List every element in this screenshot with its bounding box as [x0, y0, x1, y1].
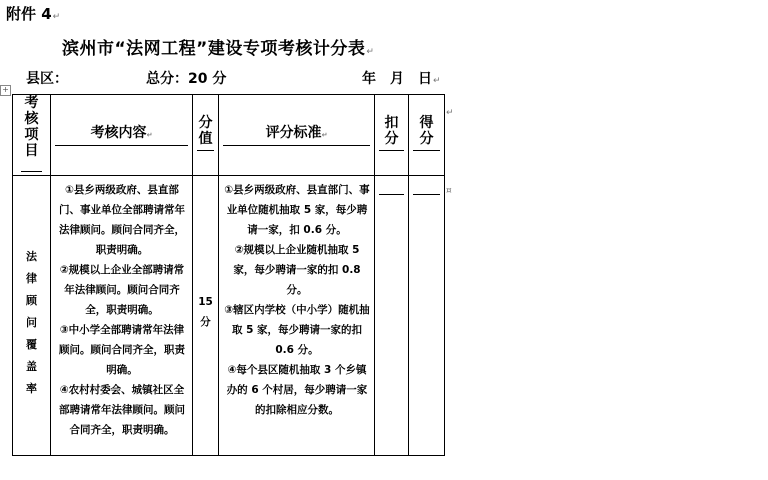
content-item: ②规模以上企业全部聘请常年法律顾问。顾问合同齐全，职责明确。 [59, 264, 185, 316]
date-label: 年 月 日↵ [362, 71, 441, 87]
content-item: ③中小学全部聘请常年法律顾问。顾问合同齐全，职责明确。 [59, 324, 185, 376]
score-cell: 15 分 [193, 176, 219, 456]
header-content: 考核内容↵ [51, 95, 193, 176]
header-standard: 评分标准↵ [219, 95, 375, 176]
header-score: 分 值 [193, 95, 219, 176]
total-score: 总分：20 分 [146, 71, 227, 87]
item-cell: 法 律 顾 问 覆 盖 率 [13, 176, 51, 456]
document-title: 滨州市“法网工程”建设专项考核计分表↵ [62, 39, 375, 59]
table-row [13, 176, 445, 456]
content-item: ①县乡两级政府、县直部门、事业单位全部聘请常年法律顾问。顾问合同齐全，职责明确。 [59, 184, 185, 256]
standard-item: ③辖区内学校（中小学）随机抽取 5 家，每少聘请一家的扣 0.6 分。 [224, 304, 370, 356]
standard-item: ④每个县区随机抽取 3 个乡镇办的 6 个村居，每少聘请一家的扣除相应分数。 [226, 364, 368, 416]
header-gain: 得 分 [409, 95, 445, 176]
standard-item: ②规模以上企业随机抽取 5 家，每少聘请一家的扣 0.8 分。 [233, 244, 361, 296]
attachment-label: 附件 4↵ [6, 5, 61, 23]
content-cell [51, 176, 193, 456]
table-header-row [13, 95, 445, 176]
deduct-cell[interactable] [375, 176, 409, 456]
county-label: 县区： [26, 71, 68, 87]
score-table [12, 94, 445, 456]
row-end-mark: ¤ [446, 186, 452, 196]
paragraph-mark: ↵ [52, 12, 61, 22]
header-deduct: 扣 分 [375, 95, 409, 176]
table-move-handle-icon[interactable]: + [0, 85, 11, 96]
paragraph-mark: ↵ [366, 47, 375, 57]
standard-cell [219, 176, 375, 456]
standard-item: ①县乡两级政府、县直部门、事业单位随机抽取 5 家，每少聘请一家，扣 0.6 分。 [224, 184, 370, 236]
gain-cell[interactable] [409, 176, 445, 456]
row-end-mark: ↵ [446, 108, 454, 118]
paragraph-mark: ↵ [433, 76, 441, 86]
header-item: 考 核 项 目 [13, 95, 51, 176]
content-item: ④农村村委会、城镇社区全部聘请常年法律顾问。顾问合同齐全，职责明确。 [59, 384, 185, 436]
